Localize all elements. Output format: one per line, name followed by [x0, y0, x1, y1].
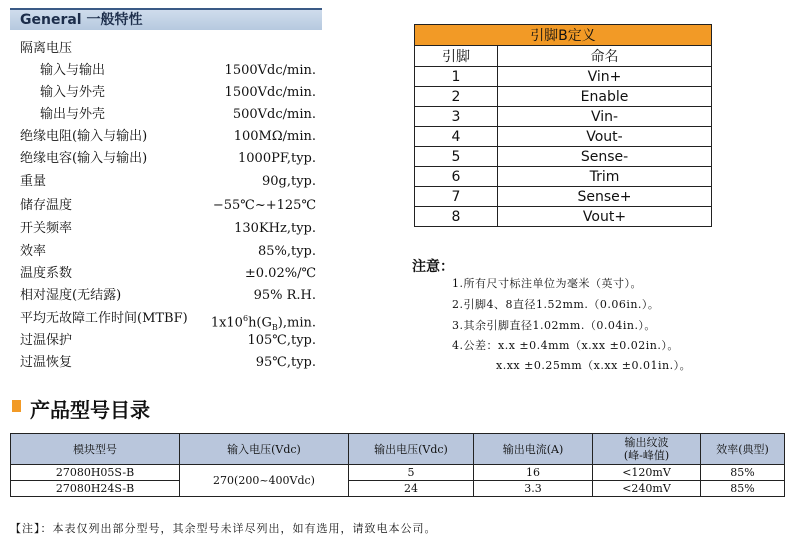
pin-row	[415, 187, 712, 207]
spec-label: 重量	[20, 174, 47, 189]
spec-value: 130KHz,typ.	[234, 221, 316, 236]
cell-ripple: <240mV	[593, 481, 701, 497]
cell-model: 27080H05S-B	[11, 465, 180, 481]
spec-value: 1000PF,typ.	[238, 151, 316, 166]
section-marker	[12, 400, 21, 412]
spec-label: 输入与外壳	[40, 85, 106, 100]
spec-label: 储存温度	[20, 198, 73, 213]
name-column-header: 命名	[498, 46, 712, 67]
spec-value: $1x10^6h(G_B),\min$.	[210, 314, 316, 332]
cell-iout: 16	[474, 465, 593, 481]
pin-name: Sense+	[498, 187, 712, 207]
spec-label: 绝缘电容(输入与输出)	[20, 151, 148, 166]
spec-value: 1500Vdc/min.	[224, 63, 316, 78]
note-item: 3.其余引脚直径1.02mm.（0.04in.）。	[452, 319, 656, 332]
spec-value: 90g,typ.	[261, 174, 316, 189]
pin-name: Trim	[498, 167, 712, 187]
spec-value: −55℃~+125℃	[212, 198, 316, 213]
spec-label: 过温保护	[20, 333, 73, 348]
note-item: 1.所有尺寸标注单位为毫米（英寸）。	[452, 277, 642, 290]
cell-vout: 24	[349, 481, 474, 497]
pin-name: Vout-	[498, 127, 712, 147]
catalog-footnote: 【注】：本表仅列出部分型号，其余型号未详尽列出，如有选用，请致电本公司。	[10, 522, 437, 535]
spec-label: 平均无故障工作时间(MTBF)	[20, 311, 188, 326]
col-header-iout: 输出电流(A)	[474, 434, 593, 465]
spec-label: 相对湿度(无结露)	[20, 288, 122, 303]
col-header-ripple: 输出纹波 (峰-峰值)	[593, 434, 701, 465]
pin-number: 1	[415, 67, 498, 87]
pin-column-header: 引脚	[415, 46, 498, 67]
col-header-vout: 输出电压(Vdc)	[349, 434, 474, 465]
cell-input-voltage: 270(200~400Vdc)	[180, 465, 349, 497]
general-section-title: General 一般特性	[10, 8, 322, 30]
spec-value: 1500Vdc/min.	[224, 85, 316, 100]
spec-label: 效率	[20, 244, 47, 259]
pin-row	[415, 167, 712, 187]
pin-number: 4	[415, 127, 498, 147]
spec-value: 500Vdc/min.	[232, 107, 316, 122]
spec-label: 输出与外壳	[40, 107, 106, 122]
spec-value: 95% R.H.	[253, 288, 316, 303]
spec-value: ±0.02%/℃	[244, 266, 316, 281]
table-row	[11, 481, 785, 497]
cell-ripple: <120mV	[593, 465, 701, 481]
pin-table-title: 引脚B定义	[415, 25, 712, 46]
catalog-table	[10, 433, 785, 497]
cell-efficiency: 85%	[701, 481, 785, 497]
pin-number: 2	[415, 87, 498, 107]
table-row	[11, 465, 785, 481]
note-item: 4.公差：x.x ±0.4mm（x.xx ±0.02in.）。	[452, 339, 679, 352]
col-header-model: 模块型号	[11, 434, 180, 465]
pin-number: 8	[415, 207, 498, 227]
pin-row	[415, 147, 712, 167]
spec-value: 85%,typ.	[257, 244, 316, 259]
pin-definition-table	[414, 24, 712, 227]
col-header-efficiency: 效率(典型)	[701, 434, 785, 465]
catalog-title: 产品型号目录	[30, 398, 150, 422]
spec-label: 过温恢复	[20, 355, 73, 370]
note-item: 2.引脚4、8直径1.52mm.（0.06in.）。	[452, 298, 660, 311]
pin-name: Enable	[498, 87, 712, 107]
pin-number: 6	[415, 167, 498, 187]
spec-value: 105℃,typ.	[247, 333, 316, 348]
cell-model: 27080H24S-B	[11, 481, 180, 497]
pin-row	[415, 67, 712, 87]
spec-value: 100MΩ/min.	[233, 129, 316, 144]
notes-heading: 注意：	[412, 259, 454, 275]
cell-efficiency: 85%	[701, 465, 785, 481]
spec-label: 温度系数	[20, 266, 73, 281]
pin-row	[415, 127, 712, 147]
spec-label: 隔离电压	[20, 41, 73, 56]
spec-label: 开关频率	[20, 221, 73, 236]
cell-vout: 5	[349, 465, 474, 481]
cell-iout: 3.3	[474, 481, 593, 497]
pin-name: Vout+	[498, 207, 712, 227]
pin-number: 5	[415, 147, 498, 167]
pin-number: 7	[415, 187, 498, 207]
pin-row	[415, 107, 712, 127]
spec-value: 95℃,typ.	[255, 355, 316, 370]
col-header-vin: 输入电压(Vdc)	[180, 434, 349, 465]
pin-number: 3	[415, 107, 498, 127]
pin-name: Sense-	[498, 147, 712, 167]
pin-row	[415, 87, 712, 107]
note-item: x.xx ±0.25mm（x.xx ±0.01in.）。	[496, 359, 692, 372]
pin-row	[415, 207, 712, 227]
pin-name: Vin-	[498, 107, 712, 127]
spec-label: 绝缘电阻(输入与输出)	[20, 129, 148, 144]
spec-label: 输入与输出	[40, 63, 106, 78]
pin-name: Vin+	[498, 67, 712, 87]
